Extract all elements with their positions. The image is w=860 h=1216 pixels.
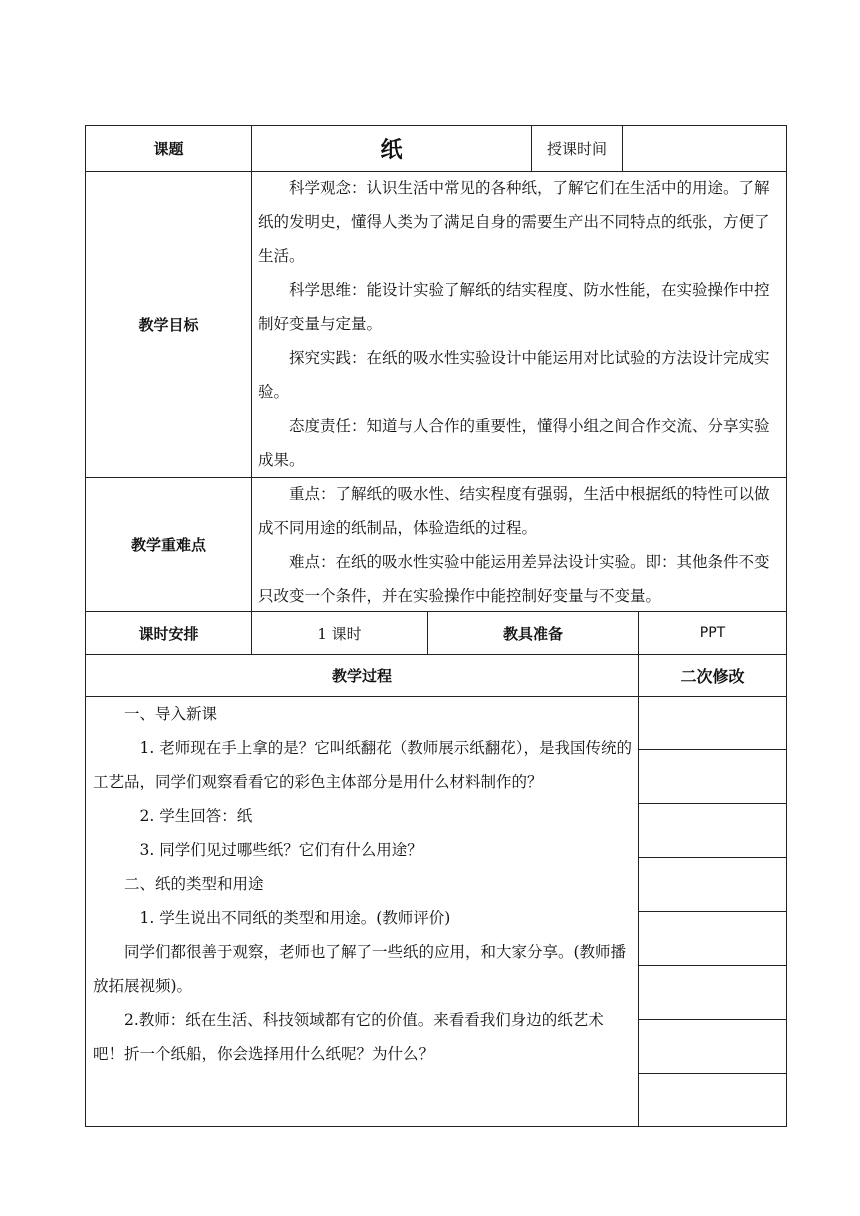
objectives-label: 教学目标 xyxy=(138,316,199,334)
revision-row-divider xyxy=(638,965,786,966)
key-point: 重点：了解纸的吸水性、结实程度有强弱，生活中根据纸的特性可以做成不同用途的纸制品，体验造纸的过程。 xyxy=(258,485,770,537)
revision-row-divider xyxy=(638,749,786,750)
objective-attitude: 态度责任：知道与人合作的重要性，懂得小组之间合作交流、分享实验成果。 xyxy=(258,417,770,469)
process-step: 2. 学生回答：纸 xyxy=(139,807,253,825)
table-border-bottom xyxy=(85,1126,787,1127)
col-divider xyxy=(251,125,252,654)
hours-value: 1 课时 xyxy=(317,624,362,643)
process-label: 教学过程 xyxy=(331,667,392,685)
section-heading-intro: 一、导入新课 xyxy=(124,705,218,723)
revision-row-divider xyxy=(638,1019,786,1020)
revision-row-divider xyxy=(638,1073,786,1074)
difficult-point: 难点：在纸的吸水性实验中能运用差异法设计实验。即：其他条件不变只改变一个条件，并在实验操作中能控制好变量与不变量。 xyxy=(258,553,770,605)
tools-label: 教具准备 xyxy=(502,624,563,643)
process-content xyxy=(93,697,633,1125)
objective-science-concept: 科学观念：认识生活中常见的各种纸，了解它们在生活中的用途。了解纸的发明史，懂得人类为了满足自身的需要生产出不同特点的纸张，方便了生活。 xyxy=(258,179,770,265)
objective-inquiry-practice: 探究实践：在纸的吸水性实验设计中能运用对比试验的方法设计完成实验。 xyxy=(258,349,770,401)
process-step: 3. 同学们见过哪些纸？它们有什么用途？ xyxy=(139,841,423,859)
objectives-content xyxy=(258,171,782,477)
class-time-label: 授课时间 xyxy=(546,140,607,158)
table-border-right xyxy=(786,125,787,1127)
key-points-content xyxy=(258,477,782,611)
process-step: 同学们都很善于观察，老师也了解了一些纸的应用，和大家分享。(教师播放拓展视频)。 xyxy=(93,943,627,995)
key-points-label: 教学重难点 xyxy=(130,536,206,554)
revision-label: 二次修改 xyxy=(680,667,745,686)
process-step: 1. 学生说出不同纸的类型和用途。(教师评价) xyxy=(139,909,451,927)
objective-science-thinking: 科学思维：能设计实验了解纸的结实程度、防水性能，在实验操作中控制好变量与定量。 xyxy=(258,281,770,333)
topic-value: 纸 xyxy=(380,138,403,163)
revision-row-divider xyxy=(638,911,786,912)
revision-row-divider xyxy=(638,803,786,804)
tools-value: PPT xyxy=(699,625,726,641)
process-step: 1. 老师现在手上拿的是？它叫纸翻花（教师展示纸翻花），是我国传统的工艺品，同学们观察看看它的彩色主体部分是用什么材料制作的？ xyxy=(93,739,632,791)
revision-row-divider xyxy=(638,857,786,858)
class-time-value[interactable] xyxy=(623,126,786,171)
process-step: 2.教师：纸在生活、科技领域都有它的价值。来看看我们身边的纸艺术吧！折一个纸船，你会选择用什么纸呢？为什么？ xyxy=(93,1011,604,1063)
topic-label: 课题 xyxy=(153,140,184,158)
section-heading-types: 二、纸的类型和用途 xyxy=(124,875,264,893)
hours-label: 课时安排 xyxy=(138,624,199,643)
